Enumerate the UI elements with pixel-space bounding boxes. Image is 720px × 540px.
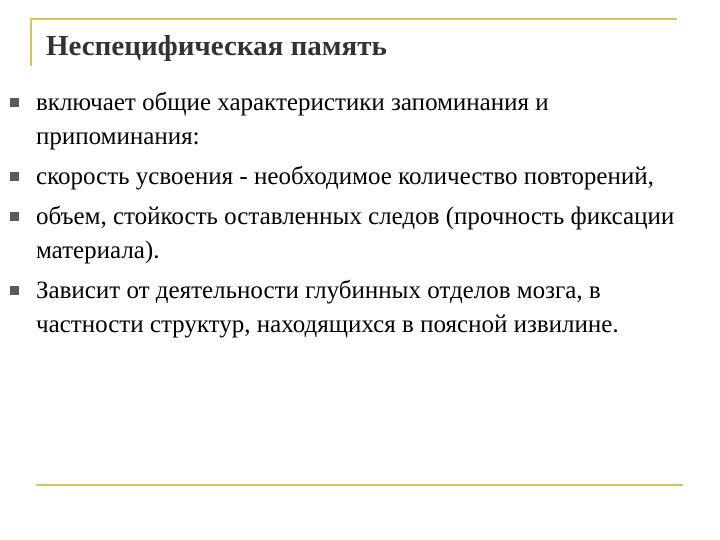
list-item: [0, 86, 720, 154]
bullet-text: Зависит от деятельности глубинных отделов мозга, в частности структур, находящихся в поясной извилине.: [36, 277, 619, 338]
square-bullet-icon: [10, 172, 19, 181]
list-item: [0, 274, 720, 342]
bullet-list: [0, 86, 720, 348]
square-bullet-icon: [10, 212, 19, 221]
decorative-top-rule: [30, 18, 677, 20]
slide-title: Неспецифическая память: [46, 30, 387, 62]
bullet-text: включает общие характеристики запоминания и припоминания:: [36, 89, 549, 150]
bullet-text: скорость усвоения - необходимое количество повторений,: [36, 163, 654, 190]
decorative-left-rule: [30, 18, 32, 66]
decorative-bottom-rule: [36, 484, 683, 486]
bullet-text: объем, стойкость оставленных следов (прочность фиксации материала).: [36, 203, 675, 264]
square-bullet-icon: [10, 98, 19, 107]
list-item: [0, 160, 720, 194]
list-item: [0, 200, 720, 268]
square-bullet-icon: [10, 286, 19, 295]
